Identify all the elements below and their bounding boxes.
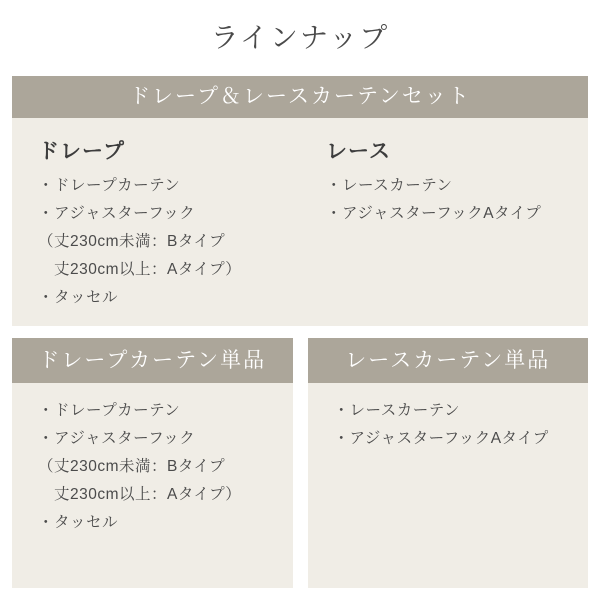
list-item: ・アジャスターフック <box>38 205 196 222</box>
list-item: ・アジャスターフックAタイプ <box>333 430 549 447</box>
drape-column-heading: ドレープ <box>38 140 125 163</box>
drape-single-item-list <box>38 397 293 537</box>
lace-single-section <box>308 338 589 588</box>
drape-single-header: ドレープカーテン単品 <box>12 338 293 383</box>
list-item: ・ドレープカーテン <box>38 402 181 419</box>
lace-single-item-list <box>334 397 589 453</box>
lace-column <box>300 118 588 326</box>
list-item: 丈230cm以上：Aタイプ） <box>38 261 242 278</box>
set-section <box>12 76 588 326</box>
lace-single-body <box>308 383 589 588</box>
list-item: ・アジャスターフック <box>38 430 196 447</box>
list-item: ・ドレープカーテン <box>38 177 181 194</box>
drape-item-list <box>38 172 300 312</box>
drape-single-body <box>12 383 293 588</box>
set-section-body <box>12 118 588 326</box>
lace-single-header: レースカーテン単品 <box>308 338 589 383</box>
list-item: ・レースカーテン <box>333 402 460 419</box>
list-item: （丈230cm未満：Bタイプ <box>38 233 226 250</box>
lace-item-list <box>326 172 588 228</box>
drape-column <box>12 118 300 326</box>
set-section-header: ドレープ＆レースカーテンセット <box>12 76 588 118</box>
lace-column-heading: レース <box>326 140 391 163</box>
list-item: ・アジャスターフックAタイプ <box>326 205 542 222</box>
drape-single-section <box>12 338 293 588</box>
list-item: ・タッセル <box>38 514 119 531</box>
list-item: ・タッセル <box>38 289 119 306</box>
single-sections-row <box>12 338 588 588</box>
page-title: ラインナップ <box>210 22 390 53</box>
list-item: 丈230cm以上：Aタイプ） <box>38 486 242 503</box>
list-item: ・レースカーテン <box>326 177 453 194</box>
list-item: （丈230cm未満：Bタイプ <box>38 458 226 475</box>
